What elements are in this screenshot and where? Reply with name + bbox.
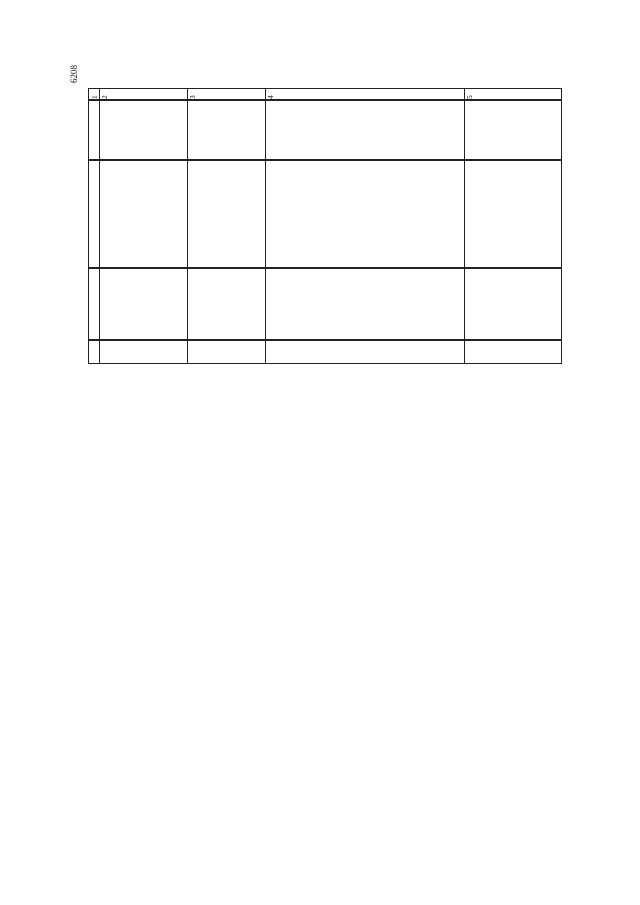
column-number: 5	[465, 95, 474, 99]
address-block	[88, 160, 562, 268]
column-divider	[464, 341, 465, 363]
address-block	[88, 268, 562, 340]
address-block	[88, 100, 562, 160]
column-divider	[464, 161, 465, 267]
column-number: 4	[266, 95, 275, 99]
works-table	[88, 88, 562, 846]
column-number: 1	[90, 95, 99, 99]
column-divider	[265, 101, 266, 159]
column-divider	[187, 269, 188, 339]
page-number: 6208	[69, 65, 79, 83]
column-divider	[99, 101, 100, 159]
column-divider	[464, 269, 465, 339]
column-number: 3	[188, 95, 197, 99]
column-divider	[265, 341, 266, 363]
column-divider	[99, 269, 100, 339]
column-divider	[187, 161, 188, 267]
column-divider	[99, 341, 100, 363]
column-divider	[99, 161, 100, 267]
header-row	[88, 88, 562, 100]
column-divider	[265, 161, 266, 267]
column-divider	[187, 101, 188, 159]
address-block	[88, 340, 562, 364]
column-divider	[265, 269, 266, 339]
column-number: 2	[100, 95, 109, 99]
column-divider	[464, 101, 465, 159]
column-divider	[187, 341, 188, 363]
